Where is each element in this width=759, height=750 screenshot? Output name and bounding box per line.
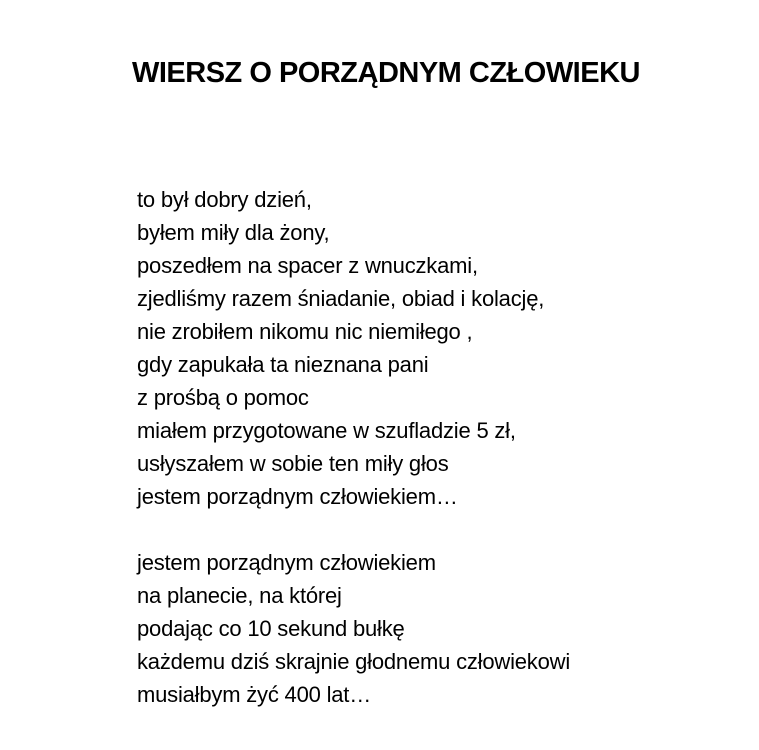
poem-line: to był dobry dzień, xyxy=(137,187,312,212)
poem-line: zjedliśmy razem śniadanie, obiad i kolację, xyxy=(137,286,545,311)
poem-line: jestem porządnym człowiekiem xyxy=(137,550,436,575)
poem-line: każdemu dziś skrajnie głodnemu człowiekowi xyxy=(137,649,571,674)
poem-line: z prośbą o pomoc xyxy=(137,385,309,410)
poem-line: na planecie, na której xyxy=(137,583,342,608)
poem-line: gdy zapukała ta nieznana pani xyxy=(137,352,429,377)
poem-title: WIERSZ O PORZĄDNYM CZŁOWIEKU xyxy=(132,57,640,89)
poem-line: nie zrobiłem nikomu nic niemiłego , xyxy=(137,319,473,344)
poem-line: poszedłem na spacer z wnuczkami, xyxy=(137,253,478,278)
poem-line: usłyszałem w sobie ten miły głos xyxy=(137,451,449,476)
poem-stanza-1 xyxy=(137,183,739,513)
poem-line: podając co 10 sekund bułkę xyxy=(137,616,405,641)
poem-line: miałem przygotowane w szufladzie 5 zł, xyxy=(137,418,516,443)
poem-line: jestem porządnym człowiekiem… xyxy=(137,484,458,509)
poem-stanza-2 xyxy=(137,546,739,711)
poem-line: byłem miły dla żony, xyxy=(137,220,330,245)
poem-line: musiałbym żyć 400 lat… xyxy=(137,682,372,707)
